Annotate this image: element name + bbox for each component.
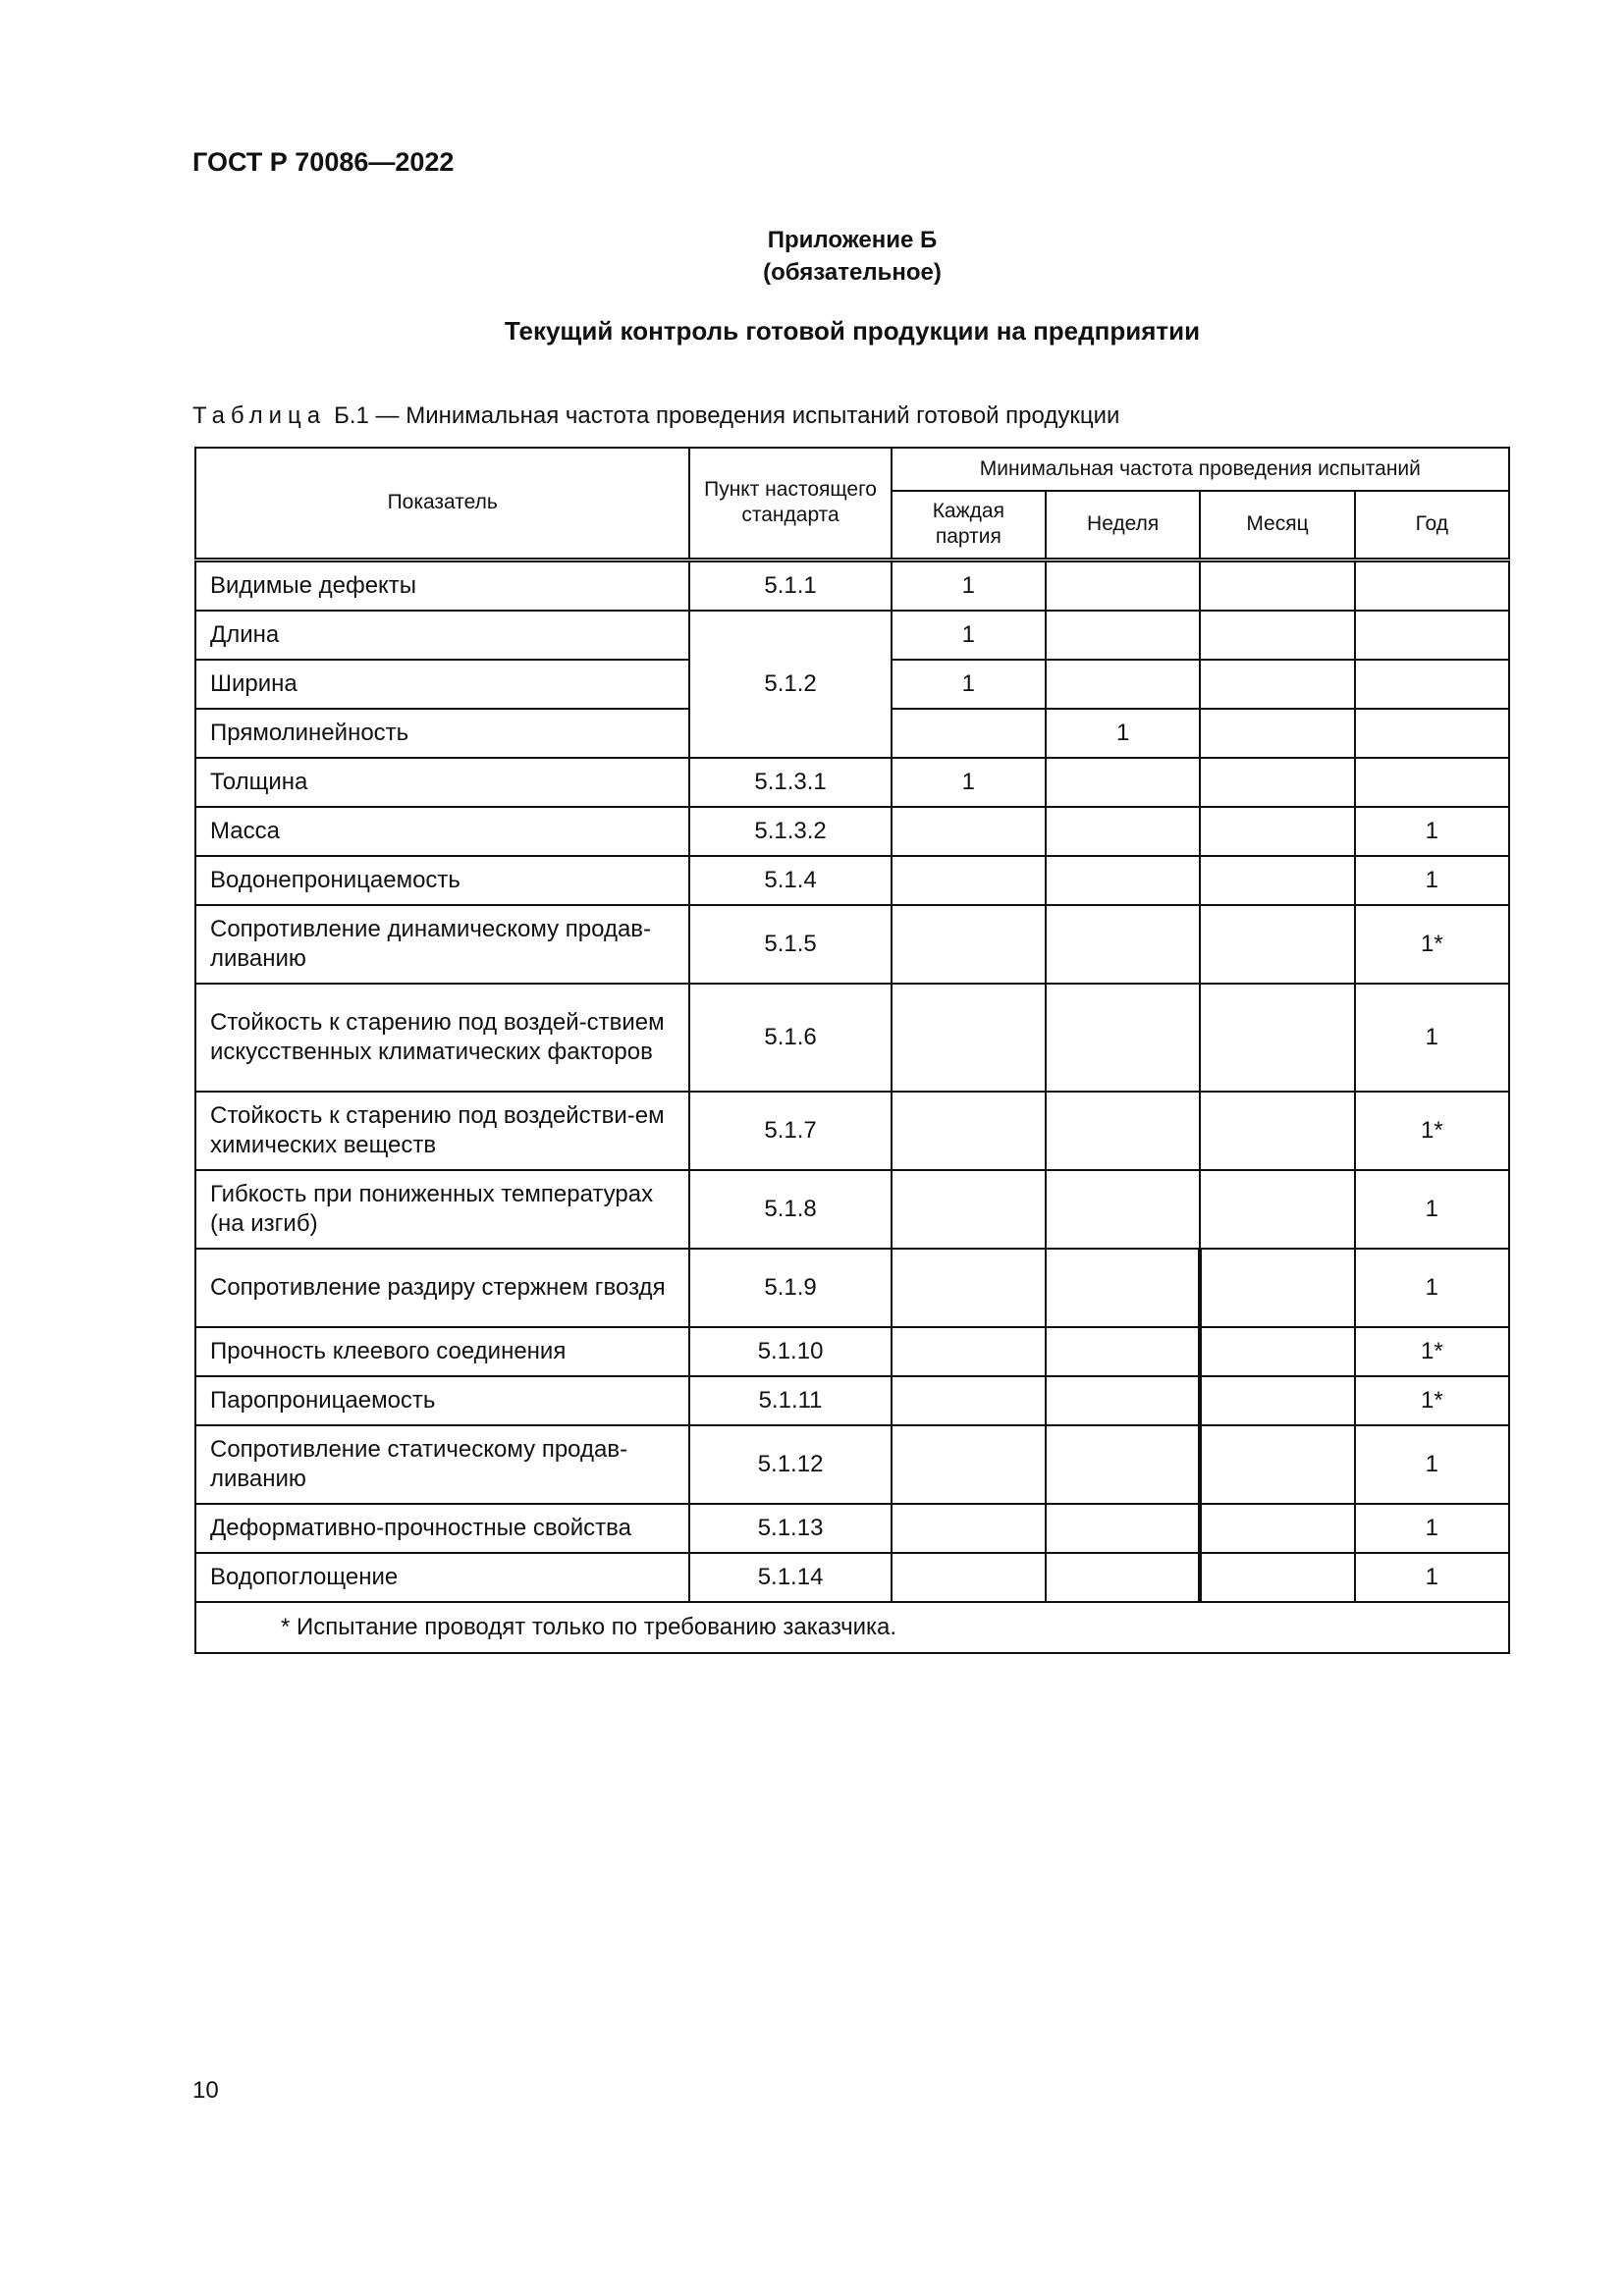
row-each-batch: 1 <box>892 611 1046 660</box>
row-indicator: Стойкость к старению под воздействи-ем химических веществ <box>195 1092 689 1170</box>
row-clause: 5.1.8 <box>689 1170 891 1249</box>
row-year: 1 <box>1355 1170 1509 1249</box>
table-row <box>195 758 1509 807</box>
table-row <box>195 1249 1509 1327</box>
row-indicator: Гибкость при пониженных температурах (на изгиб) <box>195 1170 689 1249</box>
row-clause: 5.1.2 <box>689 611 891 758</box>
table-row <box>195 856 1509 905</box>
row-indicator: Сопротивление статическому продав-ливанию <box>195 1425 689 1504</box>
row-each-batch: 1 <box>892 660 1046 709</box>
appendix-status: (обязательное) <box>763 259 942 286</box>
table-footnote: * Испытание проводят только по требованию заказчика. <box>195 1602 1509 1653</box>
row-year: 1* <box>1355 1092 1509 1170</box>
header-frequency-group: Минимальная частота проведения испытаний <box>892 448 1509 491</box>
row-year: 1 <box>1355 984 1509 1092</box>
row-month <box>1200 611 1354 660</box>
row-week <box>1046 905 1200 984</box>
row-month <box>1200 807 1354 856</box>
header-indicator: Показатель <box>195 448 689 560</box>
row-clause: 5.1.14 <box>689 1553 891 1602</box>
row-each-batch <box>892 807 1046 856</box>
row-week <box>1046 1249 1200 1327</box>
row-year: 1* <box>1355 905 1509 984</box>
table-row <box>195 984 1509 1092</box>
row-year: 1* <box>1355 1376 1509 1425</box>
row-month <box>1200 1425 1354 1504</box>
row-each-batch <box>892 1376 1046 1425</box>
row-week <box>1046 1425 1200 1504</box>
row-indicator: Паропроницаемость <box>195 1376 689 1425</box>
row-clause: 5.1.4 <box>689 856 891 905</box>
row-year: 1 <box>1355 1425 1509 1504</box>
row-each-batch <box>892 1425 1046 1504</box>
row-week <box>1046 984 1200 1092</box>
table-row <box>195 611 1509 660</box>
row-each-batch: 1 <box>892 560 1046 611</box>
row-clause: 5.1.5 <box>689 905 891 984</box>
table-footnote-row <box>195 1602 1509 1653</box>
row-month <box>1200 1170 1354 1249</box>
row-each-batch <box>892 709 1046 758</box>
row-year: 1 <box>1355 856 1509 905</box>
header-month: Месяц <box>1200 491 1354 560</box>
row-month <box>1200 856 1354 905</box>
row-indicator: Деформативно-прочностные свойства <box>195 1504 689 1553</box>
table-row <box>195 1425 1509 1504</box>
row-clause: 5.1.1 <box>689 560 891 611</box>
table-row <box>195 1170 1509 1249</box>
row-week <box>1046 1170 1200 1249</box>
row-year: 1 <box>1355 1504 1509 1553</box>
row-year: 1* <box>1355 1327 1509 1376</box>
row-each-batch <box>892 1504 1046 1553</box>
row-indicator: Ширина <box>195 660 689 709</box>
table-row <box>195 905 1509 984</box>
row-month <box>1200 709 1354 758</box>
row-week <box>1046 807 1200 856</box>
header-week: Неделя <box>1046 491 1200 560</box>
row-month <box>1200 560 1354 611</box>
row-clause: 5.1.9 <box>689 1249 891 1327</box>
row-week <box>1046 856 1200 905</box>
row-week <box>1046 1504 1200 1553</box>
table-row <box>195 560 1509 611</box>
frequency-table <box>194 447 1510 1654</box>
row-year <box>1355 709 1509 758</box>
row-week <box>1046 660 1200 709</box>
row-clause: 5.1.11 <box>689 1376 891 1425</box>
row-each-batch <box>892 1327 1046 1376</box>
row-indicator: Сопротивление раздиру стержнем гвоздя <box>195 1249 689 1327</box>
table-row <box>195 1553 1509 1602</box>
row-week <box>1046 560 1200 611</box>
row-week <box>1046 1553 1200 1602</box>
row-clause: 5.1.3.2 <box>689 807 891 856</box>
row-month <box>1200 758 1354 807</box>
table-caption-prefix: Таблица <box>192 402 327 429</box>
row-week <box>1046 611 1200 660</box>
row-month <box>1200 1092 1354 1170</box>
row-clause: 5.1.6 <box>689 984 891 1092</box>
row-each-batch <box>892 1553 1046 1602</box>
row-clause: 5.1.12 <box>689 1425 891 1504</box>
header-clause: Пункт настоящего стандарта <box>689 448 891 560</box>
table-row <box>195 1376 1509 1425</box>
row-indicator: Водонепроницаемость <box>195 856 689 905</box>
row-clause: 5.1.3.1 <box>689 758 891 807</box>
table-caption-text: Б.1 — Минимальная частота проведения испытаний готовой продукции <box>334 402 1120 429</box>
header-year: Год <box>1355 491 1509 560</box>
table-row <box>195 1504 1509 1553</box>
row-clause: 5.1.7 <box>689 1092 891 1170</box>
row-each-batch <box>892 1092 1046 1170</box>
row-month <box>1200 905 1354 984</box>
table-row <box>195 1327 1509 1376</box>
row-each-batch <box>892 856 1046 905</box>
row-month <box>1200 660 1354 709</box>
row-week <box>1046 1092 1200 1170</box>
row-month <box>1200 1504 1354 1553</box>
page-number: 10 <box>192 2077 219 2104</box>
table-row <box>195 1092 1509 1170</box>
appendix-title: Приложение Б <box>767 227 938 253</box>
table-row <box>195 807 1509 856</box>
row-each-batch <box>892 1249 1046 1327</box>
row-indicator: Длина <box>195 611 689 660</box>
row-indicator: Видимые дефекты <box>195 560 689 611</box>
row-year: 1 <box>1355 1249 1509 1327</box>
row-year <box>1355 611 1509 660</box>
row-clause: 5.1.13 <box>689 1504 891 1553</box>
row-month <box>1200 1327 1354 1376</box>
row-month <box>1200 1249 1354 1327</box>
row-indicator: Стойкость к старению под воздей-ствием искусственных климатических факторов <box>195 984 689 1092</box>
row-week <box>1046 1327 1200 1376</box>
section-title: Текущий контроль готовой продукции на предприятии <box>504 316 1201 346</box>
row-indicator: Прочность клеевого соединения <box>195 1327 689 1376</box>
row-indicator: Водопоглощение <box>195 1553 689 1602</box>
row-indicator: Сопротивление динамическому продав-ливанию <box>195 905 689 984</box>
row-week <box>1046 758 1200 807</box>
row-year <box>1355 560 1509 611</box>
row-month <box>1200 1376 1354 1425</box>
row-each-batch: 1 <box>892 758 1046 807</box>
document-code: ГОСТ Р 70086—2022 <box>192 147 455 177</box>
table-caption <box>192 402 1119 430</box>
row-week <box>1046 1376 1200 1425</box>
row-year: 1 <box>1355 807 1509 856</box>
row-each-batch <box>892 984 1046 1092</box>
row-indicator: Прямолинейность <box>195 709 689 758</box>
row-year <box>1355 758 1509 807</box>
row-week: 1 <box>1046 709 1200 758</box>
row-month <box>1200 984 1354 1092</box>
appendix-heading <box>192 224 1512 289</box>
row-year: 1 <box>1355 1553 1509 1602</box>
row-each-batch <box>892 905 1046 984</box>
row-month <box>1200 1553 1354 1602</box>
row-year <box>1355 660 1509 709</box>
row-indicator: Толщина <box>195 758 689 807</box>
row-clause: 5.1.10 <box>689 1327 891 1376</box>
row-indicator: Масса <box>195 807 689 856</box>
row-each-batch <box>892 1170 1046 1249</box>
header-each-batch: Каждая партия <box>892 491 1046 560</box>
